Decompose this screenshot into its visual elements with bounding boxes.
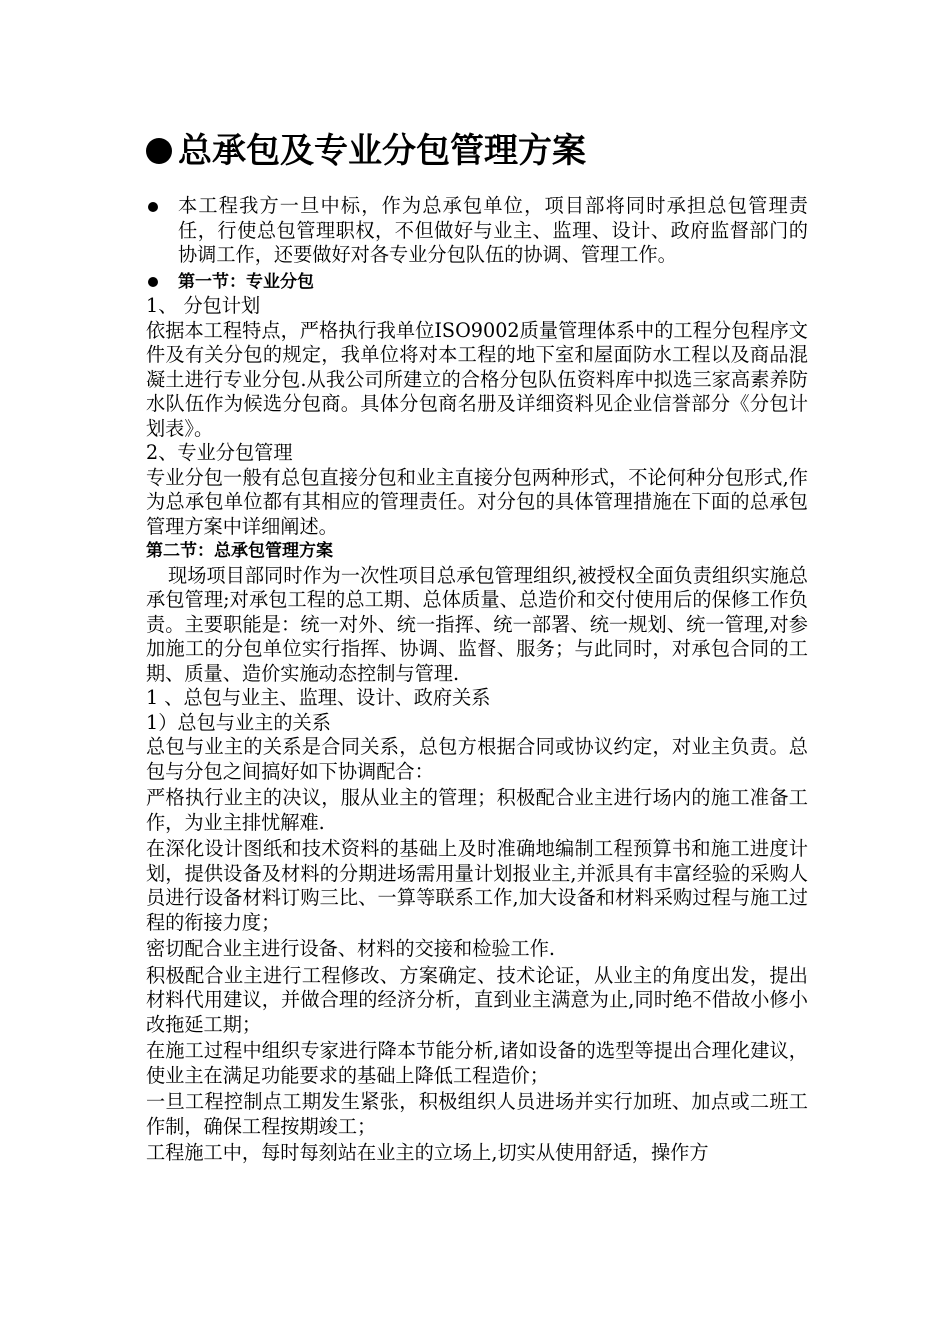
title-bullet-icon — [146, 138, 172, 164]
s2-intro: 现场项目部同时作为一次性项目总承包管理组织,被授权全面负责组织实施总承包管理;对承包工程的总工期、总体质量、总造价和交付使用后的保修工作负责。主要职能是：统一对外、统一指挥、统一部署、统一规划、统一管理,对参加施工的分包单位实行指挥、协调、监督、服务；与此同时，对承包合同的工期、质量、造价实施动态控制与管理. — [146, 563, 808, 685]
bullet-icon — [148, 277, 158, 287]
s1-item2-title: 2、专业分包管理 — [146, 441, 293, 464]
s1-item1-title: 1、 分包计划 — [146, 294, 261, 317]
body-paragraph-3: 密切配合业主进行设备、材料的交接和检验工作. — [146, 937, 556, 960]
s2-sub1-text: 总包与业主的关系是合同关系，总包方根据合同或协议约定，对业主负责。总包与分包之间搞好如下协调配合： — [146, 735, 808, 783]
s2-item1-title: 1 、总包与业主、监理、设计、政府关系 — [146, 686, 491, 709]
body-paragraph-5: 在施工过程中组织专家进行降本节能分析,诸如设备的选型等提出合理化建议，使业主在满足功能要求的基础上降低工程造价； — [146, 1039, 808, 1087]
bullet-icon — [148, 202, 158, 212]
body-paragraph-2: 在深化设计图纸和技术资料的基础上及时准确地编制工程预算书和施工进度计划，提供设备及材料的分期进场需用量计划报业主,并派具有丰富经验的采购人员进行设备材料订购三比、一算等联系工作,加大设备和材料采购过程与施工过程的衔接力度； — [146, 837, 808, 934]
body-paragraph-1: 严格执行业主的决议，服从业主的管理；积极配合业主进行场内的施工准备工作，为业主排忧解难. — [146, 786, 808, 834]
s1-item1-text: 依据本工程特点，严格执行我单位ISO9002质量管理体系中的工程分包程序文件及有关分包的规定，我单位将对本工程的地下室和屋面防水工程以及商品混凝土进行专业分包.从我公司所建立的合格分包队伍资料库中拟选三家高素养防水队伍作为候选分包商。具体分包商名册及详细资料见企业信誉部分《分包计划表》。 — [146, 318, 808, 440]
document-title — [146, 128, 808, 174]
section1-heading-text: 第一节：专业分包 — [178, 271, 314, 292]
intro-text: 本工程我方一旦中标，作为总承包单位，项目部将同时承担总包管理责任，行使总包管理职权，不但做好与业主、监理、设计、政府监督部门的协调工作，还要做好对各专业分包队伍的协调、管理工作。 — [178, 194, 808, 266]
intro-paragraph — [146, 194, 808, 268]
section1-heading — [146, 270, 808, 295]
s2-sub1-title: 1）总包与业主的关系 — [146, 710, 331, 734]
s1-item2-text: 专业分包一般有总包直接分包和业主直接分包两种形式，不论何种分包形式,作为总承包单位都有其相应的管理责任。对分包的具体管理措施在下面的总承包管理方案中详细阐述。 — [146, 465, 808, 538]
body-paragraph-4: 积极配合业主进行工程修改、方案确定、技术论证，从业主的角度出发，提出材料代用建议，并做合理的经济分析，直到业主满意为止,同时绝不借故小修小改拖延工期； — [146, 963, 808, 1036]
body-paragraph-7: 工程施工中，每时每刻站在业主的立场上,切实从使用舒适，操作方 — [146, 1141, 709, 1164]
body-paragraph-6: 一旦工程控制点工期发生紧张，积极组织人员进场并实行加班、加点或二班工作制，确保工程按期竣工； — [146, 1090, 808, 1138]
document-title-text: 总承包及专业分包管理方案 — [178, 131, 586, 171]
document-page — [146, 128, 808, 1166]
section2-heading: 第二节：总承包管理方案 — [146, 541, 333, 561]
